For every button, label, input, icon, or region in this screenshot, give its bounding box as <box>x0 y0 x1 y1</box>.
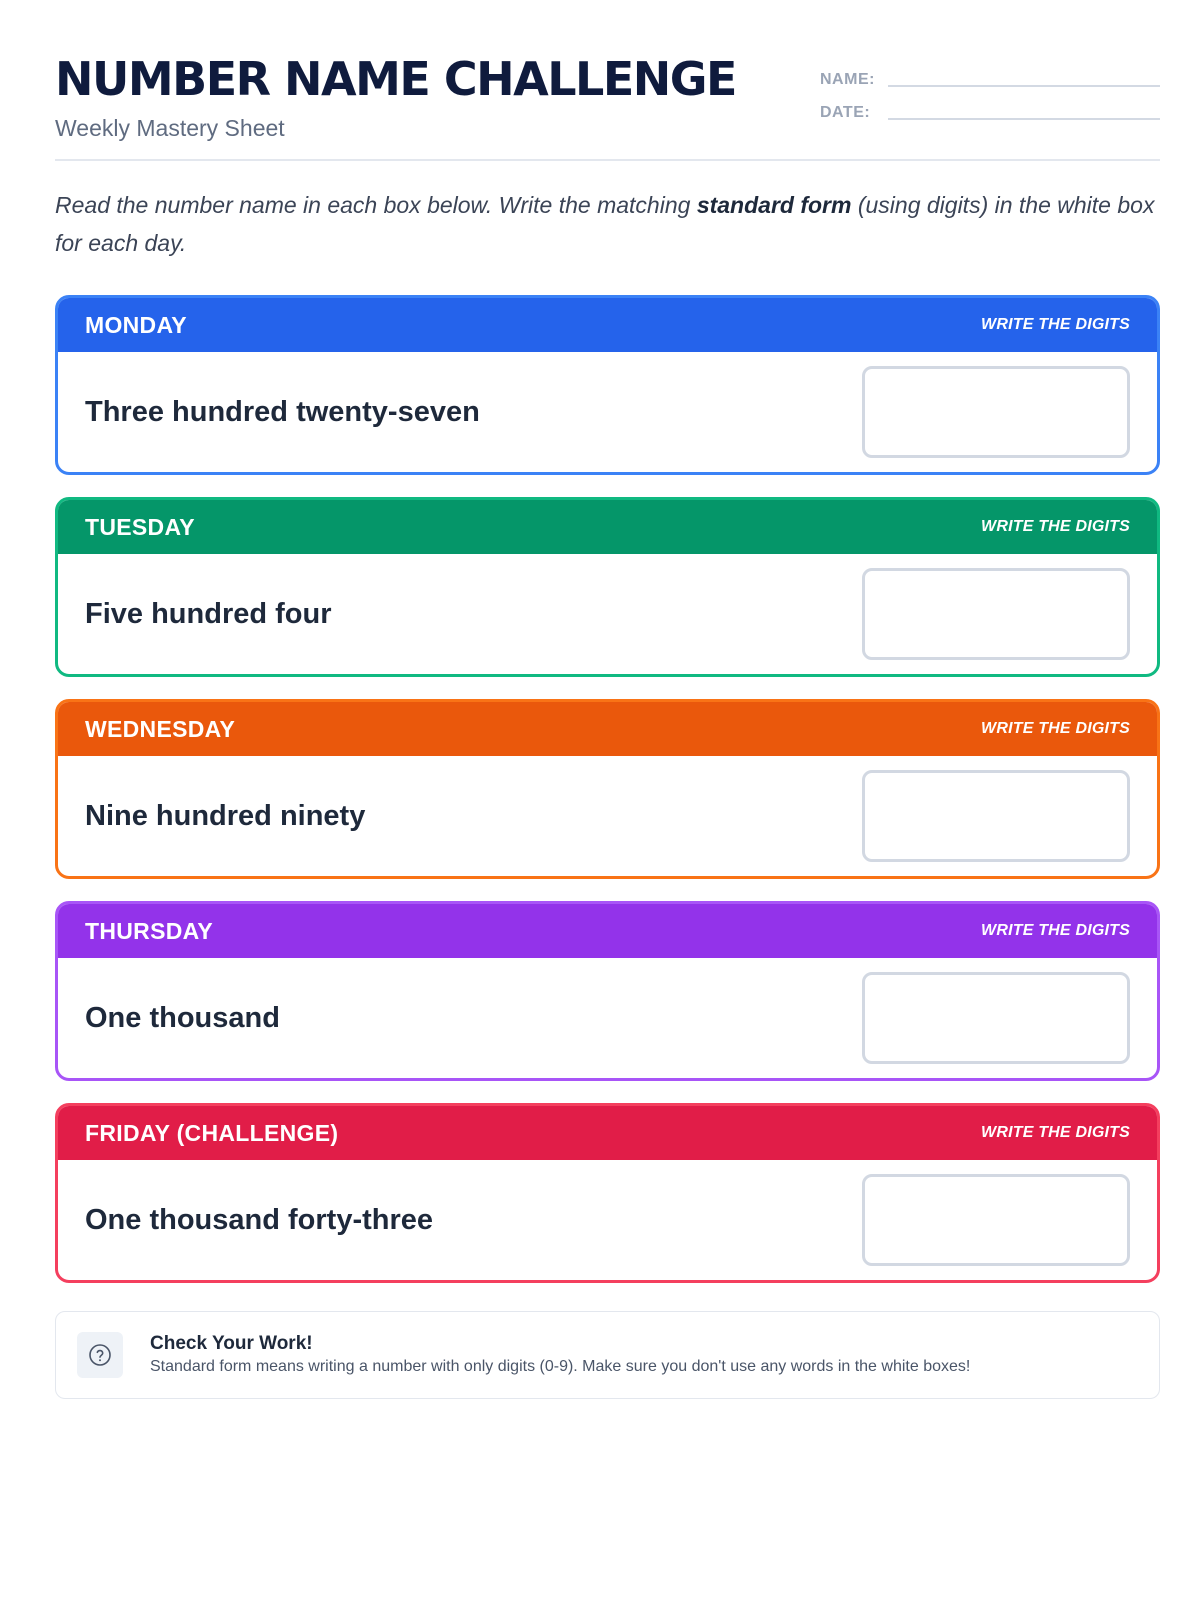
number-name: One thousand forty-three <box>85 1203 434 1236</box>
number-name: Three hundred twenty-seven <box>85 395 480 428</box>
student-info <box>820 56 1160 122</box>
day-card-monday <box>55 295 1160 475</box>
day-name: MONDAY <box>85 311 187 338</box>
day-hint: WRITE THE DIGITS <box>981 720 1130 737</box>
question-circle-icon <box>77 1332 123 1378</box>
answer-box-tuesday[interactable] <box>862 568 1130 660</box>
instructions-text-start: Read the number name in each box below. Write the matching <box>55 192 697 218</box>
day-header <box>58 500 1157 554</box>
tip-content <box>150 1332 970 1378</box>
day-name: TUESDAY <box>85 513 195 540</box>
day-name: THURSDAY <box>85 917 214 944</box>
day-body <box>58 554 1157 674</box>
date-row <box>820 89 1160 122</box>
number-name: One thousand <box>85 1001 280 1034</box>
day-list <box>55 295 1160 1305</box>
question-circle-icon-svg <box>88 1343 112 1367</box>
day-hint: WRITE THE DIGITS <box>981 518 1130 535</box>
date-field[interactable] <box>888 96 1160 120</box>
answer-box-thursday[interactable] <box>862 972 1130 1064</box>
number-name: Five hundred four <box>85 597 332 630</box>
day-body <box>58 1160 1157 1280</box>
day-hint: WRITE THE DIGITS <box>981 922 1130 939</box>
number-name: Nine hundred ninety <box>85 799 366 832</box>
day-card-wednesday <box>55 699 1160 879</box>
day-card-tuesday <box>55 497 1160 677</box>
day-body <box>58 352 1157 472</box>
day-header <box>58 1106 1157 1160</box>
check-work-tip <box>55 1311 1160 1399</box>
day-hint: WRITE THE DIGITS <box>981 1124 1130 1141</box>
page-title: NUMBER NAME CHALLENGE <box>55 52 736 106</box>
page-subtitle: Weekly Mastery Sheet <box>55 115 285 141</box>
date-label: DATE: <box>820 104 871 121</box>
day-header <box>58 702 1157 756</box>
day-name: FRIDAY (CHALLENGE) <box>85 1119 339 1146</box>
instructions-text-end: (using digits) in the white box for each day. <box>55 192 1155 256</box>
day-card-thursday <box>55 901 1160 1081</box>
answer-box-friday[interactable] <box>862 1174 1130 1266</box>
name-field[interactable] <box>888 63 1160 87</box>
day-body <box>58 958 1157 1078</box>
answer-box-wednesday[interactable] <box>862 770 1130 862</box>
tip-text: Standard form means writing a number with only digits (0-9). Make sure you don't use any words in the white boxes! <box>150 1358 971 1375</box>
instructions <box>55 186 1165 262</box>
day-hint: WRITE THE DIGITS <box>981 316 1130 333</box>
day-header <box>58 904 1157 958</box>
day-card-friday <box>55 1103 1160 1283</box>
name-row <box>820 56 1160 89</box>
day-body <box>58 756 1157 876</box>
header <box>55 50 1160 142</box>
answer-box-monday[interactable] <box>862 366 1130 458</box>
instructions-emphasis: standard form <box>696 192 852 218</box>
name-label: NAME: <box>820 71 875 88</box>
day-name: WEDNESDAY <box>85 715 236 742</box>
day-header <box>58 298 1157 352</box>
header-divider <box>55 159 1160 161</box>
tip-title: Check Your Work! <box>150 1333 313 1354</box>
